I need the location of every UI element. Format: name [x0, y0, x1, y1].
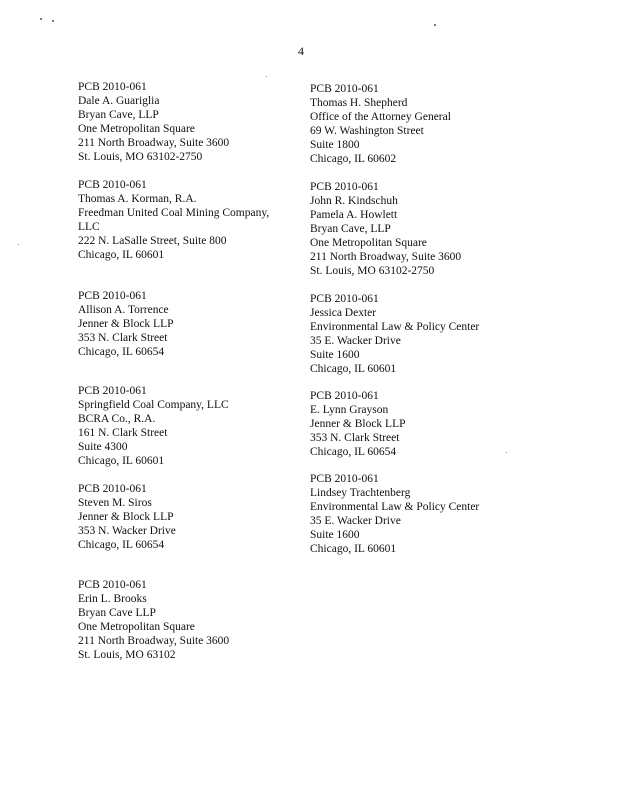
city-state-zip: St. Louis, MO 63102 [78, 649, 176, 661]
recipient-name: Pamela A. Howlett [310, 209, 398, 221]
city-state-zip: Chicago, IL 60601 [78, 249, 165, 261]
docket-number: PCB 2010-061 [310, 83, 379, 95]
address-line: 211 North Broadway, Suite 3600 [78, 137, 230, 149]
recipient-name: Jessica Dexter [310, 307, 377, 319]
address-line: 211 North Broadway, Suite 3600 [310, 251, 462, 263]
recipient-name: Springfield Coal Company, LLC [78, 399, 229, 411]
city-state-zip: Chicago, IL 60602 [310, 153, 397, 165]
scan-speck [506, 452, 507, 453]
organization: Bryan Cave, LLP [310, 223, 391, 235]
organization: Bryan Cave, LLP [78, 109, 159, 121]
docket-number: PCB 2010-061 [310, 390, 379, 402]
organization: Jenner & Block LLP [78, 511, 174, 523]
organization: Environmental Law & Policy Center [310, 321, 480, 333]
recipient-name: Allison A. Torrence [78, 304, 169, 316]
recipient-name: Erin L. Brooks [78, 593, 147, 605]
docket-number: PCB 2010-061 [78, 290, 147, 302]
docket-number: PCB 2010-061 [310, 473, 379, 485]
city-state-zip: Chicago, IL 60601 [310, 363, 397, 375]
scan-speck [434, 24, 436, 26]
address-line: One Metropolitan Square [78, 123, 195, 135]
city-state-zip: Chicago, IL 60654 [78, 539, 165, 551]
address-line: 353 N. Clark Street [78, 332, 168, 344]
scan-speck [40, 18, 42, 20]
address-line: 211 North Broadway, Suite 3600 [78, 635, 230, 647]
organization: BCRA Co., R.A. [78, 413, 156, 425]
organization: Office of the Attorney General [310, 111, 451, 123]
address-line: 353 N. Clark Street [310, 432, 400, 444]
organization: Freedman United Coal Mining Company, [78, 207, 270, 219]
docket-number: PCB 2010-061 [310, 181, 379, 193]
address-block-left-6 [78, 578, 229, 662]
address-line: Suite 1600 [310, 529, 360, 541]
city-state-zip: Chicago, IL 60601 [78, 455, 165, 467]
address-line: 161 N. Clark Street [78, 427, 168, 439]
address-line: 35 E. Wacker Drive [310, 335, 401, 347]
address-block-right-2 [310, 180, 461, 278]
address-line: One Metropolitan Square [78, 621, 195, 633]
address-line: One Metropolitan Square [310, 237, 427, 249]
recipient-name: Thomas H. Shepherd [310, 97, 408, 109]
organization-continued: LLC [78, 221, 100, 233]
docket-number: PCB 2010-061 [310, 293, 379, 305]
scan-speck [18, 244, 19, 245]
address-line: 35 E. Wacker Drive [310, 515, 401, 527]
city-state-zip: Chicago, IL 60601 [310, 543, 397, 555]
recipient-name: Thomas A. Korman, R.A. [78, 193, 197, 205]
address-block-left-5 [78, 482, 176, 552]
organization: Bryan Cave LLP [78, 607, 156, 619]
address-block-right-1 [310, 82, 451, 166]
city-state-zip: Chicago, IL 60654 [310, 446, 397, 458]
docket-number: PCB 2010-061 [78, 179, 147, 191]
address-line: Suite 4300 [78, 441, 128, 453]
organization: Environmental Law & Policy Center [310, 501, 480, 513]
address-block-right-3 [310, 292, 479, 376]
address-line: Suite 1800 [310, 139, 360, 151]
address-block-left-1 [78, 80, 229, 164]
organization: Jenner & Block LLP [78, 318, 174, 330]
scan-speck [52, 20, 54, 22]
address-block-left-3 [78, 289, 174, 359]
address-block-right-4 [310, 389, 406, 459]
address-line: 353 N. Wacker Drive [78, 525, 176, 537]
city-state-zip: Chicago, IL 60654 [78, 346, 165, 358]
docket-number: PCB 2010-061 [78, 483, 147, 495]
address-line: Suite 1600 [310, 349, 360, 361]
page-number: 4 [298, 44, 304, 58]
address-block-left-2 [78, 178, 269, 262]
recipient-name: Steven M. Siros [78, 497, 152, 509]
recipient-name: John R. Kindschuh [310, 195, 398, 207]
docket-number: PCB 2010-061 [78, 385, 147, 397]
address-line: 69 W. Washington Street [310, 125, 424, 137]
recipient-name: Lindsey Trachtenberg [310, 487, 411, 499]
docket-number: PCB 2010-061 [78, 81, 147, 93]
city-state-zip: St. Louis, MO 63102-2750 [78, 151, 203, 163]
recipient-name: Dale A. Guariglia [78, 95, 160, 107]
address-block-left-4 [78, 384, 229, 468]
city-state-zip: St. Louis, MO 63102-2750 [310, 265, 435, 277]
scan-speck [266, 76, 267, 77]
address-block-right-5 [310, 472, 479, 556]
address-line: 222 N. LaSalle Street, Suite 800 [78, 235, 227, 247]
docket-number: PCB 2010-061 [78, 579, 147, 591]
organization: Jenner & Block LLP [310, 418, 406, 430]
recipient-name: E. Lynn Grayson [310, 404, 389, 416]
